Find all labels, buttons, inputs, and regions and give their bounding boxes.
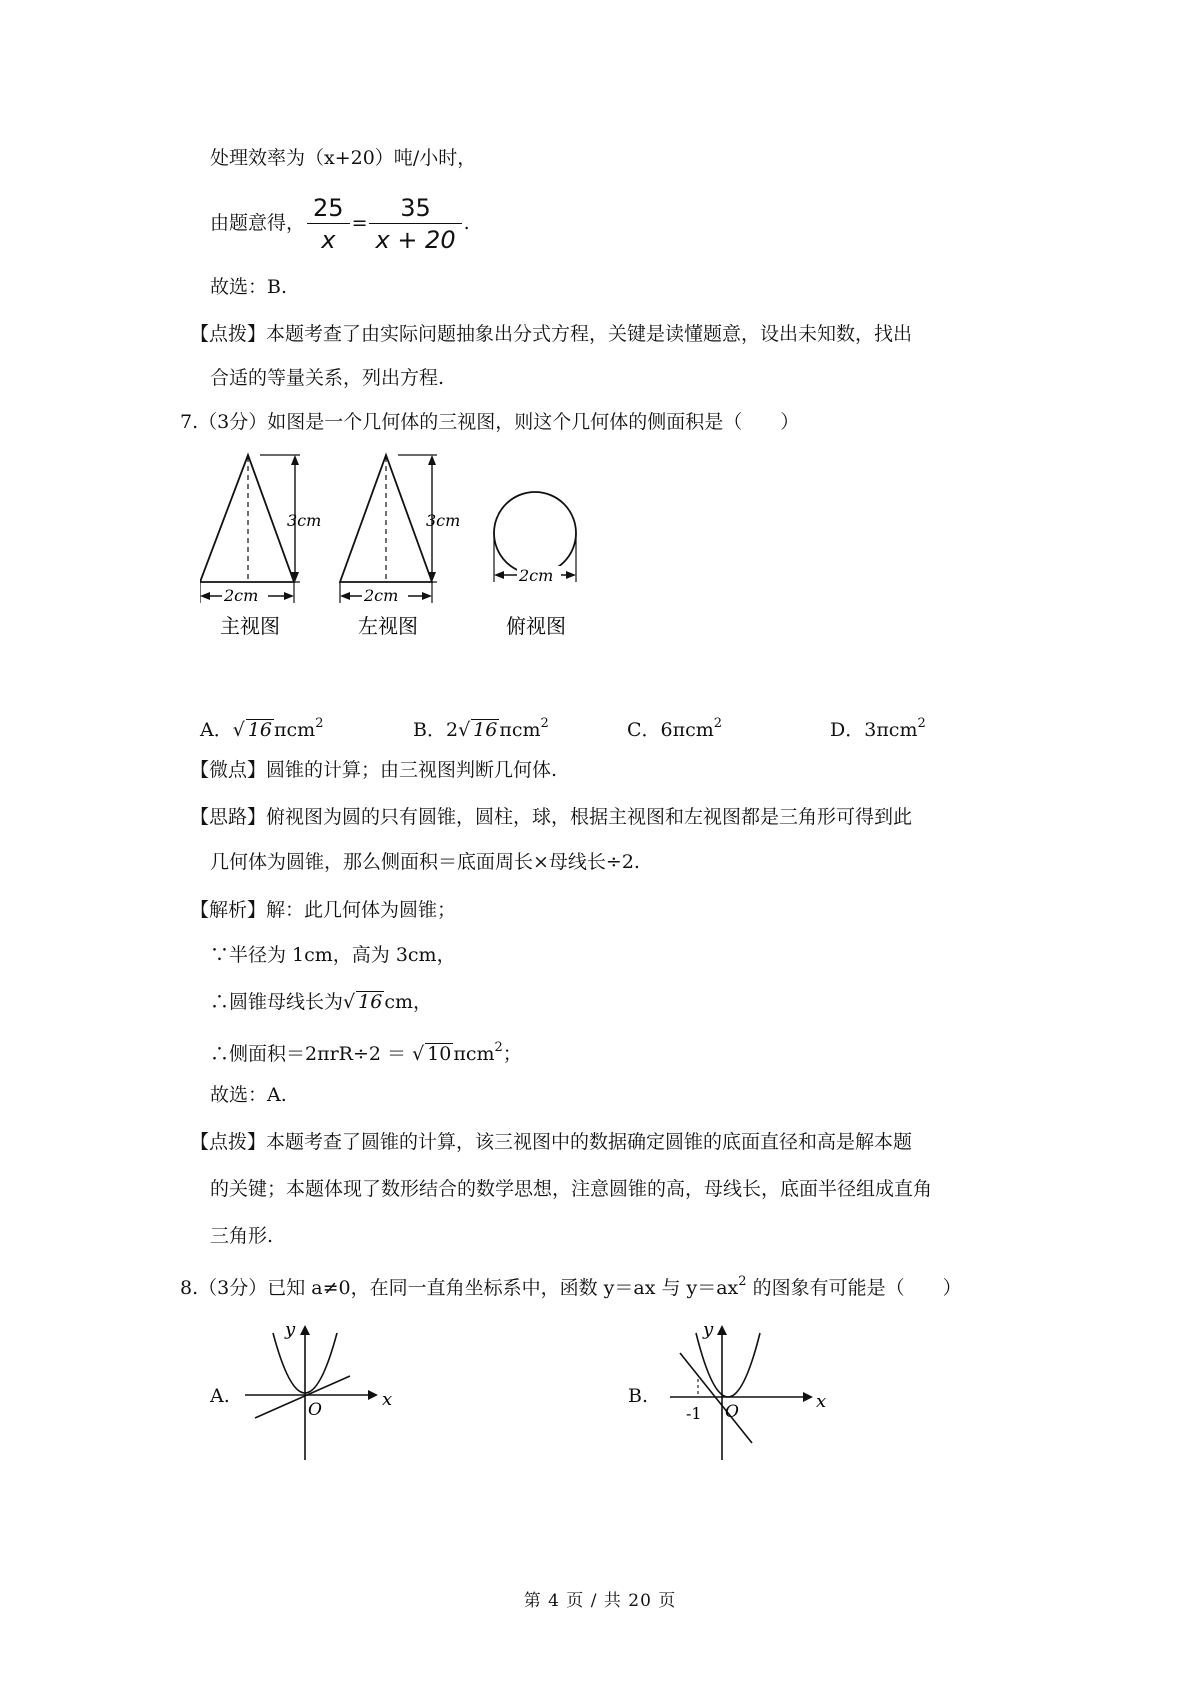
front-view <box>200 455 300 603</box>
because-line: ∵半径为 1cm，高为 3cm， <box>210 944 456 966</box>
question-7: 7.（3分）如图是一个几何体的三视图，则这个几何体的侧面积是（ ） <box>180 411 800 433</box>
left-width-label: 2cm <box>364 586 399 605</box>
silu-line-2: 几何体为圆锥，那么侧面积＝底面周长×母线长÷2. <box>210 851 640 873</box>
fraction-right: $\frac{35}{x + 20}$ <box>369 193 461 256</box>
front-width-label: 2cm <box>224 586 259 605</box>
svg-text:x: x <box>382 1389 393 1410</box>
q8-graph-a <box>240 1315 400 1465</box>
dianbo7-line-2: 的关键；本题体现了数形结合的数学思想，注意圆锥的高，母线长，底面半径组成直角 <box>210 1178 933 1200</box>
svg-text:O: O <box>308 1400 322 1420</box>
svg-text:x: x <box>816 1391 827 1412</box>
fraction-left: $\frac{25}{x}$ <box>307 193 350 256</box>
dianbo7-line-3: 三角形. <box>210 1225 274 1247</box>
q8-option-a-label: A. <box>210 1385 230 1407</box>
silu-line-1: 【思路】俯视图为圆的只有圆锥，圆柱，球，根据主视图和左视图都是三角形可得到此 <box>190 806 913 828</box>
equals-sign: = <box>351 212 368 234</box>
jiexi-line: 【解析】解：此几何体为圆锥； <box>190 899 457 921</box>
q8-graph-b <box>660 1315 830 1465</box>
three-view-figure <box>200 445 660 695</box>
option-a: A．√ 16 πcm$^2$ <box>200 716 324 741</box>
top-width-label: 2cm <box>519 566 554 585</box>
weidian-line: 【微点】圆锥的计算；由三视图判断几何体. <box>190 759 558 781</box>
option-c: C．6πcm$^2$ <box>627 716 723 741</box>
equation-prefix: 由题意得， <box>210 212 306 234</box>
svg-text:-1: -1 <box>686 1404 702 1423</box>
therefore-line-2: ∴侧面积＝2πrR÷2 ＝ √ 10 πcm$^2$； <box>210 1040 522 1065</box>
svg-text:y: y <box>285 1319 296 1340</box>
therefore-line-1: ∴圆锥母线长为√ 16 cm， <box>210 991 432 1013</box>
svg-text:O: O <box>725 1402 739 1422</box>
text-line-efficiency: 处理效率为（x+20）吨/小时， <box>210 147 477 169</box>
left-view-label: 左视图 <box>358 614 418 638</box>
left-height-label: 3cm <box>426 511 461 530</box>
equation-line <box>210 188 470 258</box>
front-view-label: 主视图 <box>220 614 280 638</box>
choice-line-b: 故选：B. <box>210 276 288 298</box>
question-8: 8.（3分）已知 a≠0，在同一直角坐标系中，函数 y＝ax 与 $y=ax^2$ 的图象有可能是（ ） <box>180 1274 962 1299</box>
q8-option-b-label: B. <box>628 1385 649 1407</box>
dianbo7-line-1: 【点拨】本题考查了圆锥的计算，该三视图中的数据确定圆锥的底面直径和高是解本题 <box>190 1131 913 1153</box>
top-view-label: 俯视图 <box>506 614 566 638</box>
front-height-label: 3cm <box>287 511 322 530</box>
svg-text:y: y <box>703 1319 714 1340</box>
equation-period: . <box>463 212 470 234</box>
left-view <box>340 455 437 603</box>
dianbo-line-2: 合适的等量关系，列出方程. <box>210 367 445 389</box>
option-b: B．2√ 16 πcm$^2$ <box>413 716 549 741</box>
option-d: D．3πcm$^2$ <box>830 716 926 741</box>
dianbo-line-1: 【点拨】本题考查了由实际问题抽象出分式方程，关键是读懂题意，设出未知数，找出 <box>190 323 913 345</box>
guxuan-line: 故选：A. <box>210 1084 287 1106</box>
page-footer: 第 4 页 / 共 20 页 <box>523 1591 677 1611</box>
